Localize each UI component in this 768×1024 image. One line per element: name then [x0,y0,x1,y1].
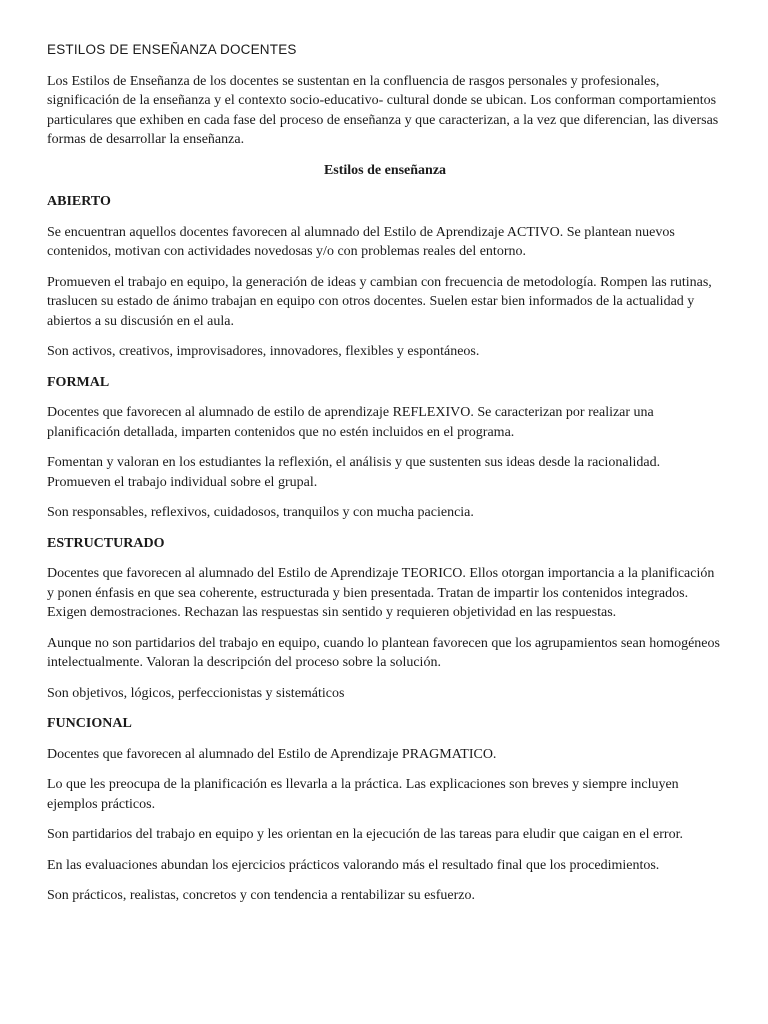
section-paragraph: Son responsables, reflexivos, cuidadosos, tranquilos y con mucha paciencia. [47,505,474,520]
section-heading: FORMAL [47,374,110,390]
intro-paragraph: Los Estilos de Enseñanza de los docentes se sustentan en la confluencia de rasgos personales y profesionales, significación de la enseñanza y el contexto socio-educativo- cultural donde se ubican. Los conforman comportamientos particulares que exhiben en cada fase del proceso de enseñanza y que caracterizan, a la vez que diferencian, las diversas formas de desarrollar la enseñanza. [47,73,719,147]
section-heading: ESTRUCTURADO [47,535,165,551]
section-paragraph: Promueven el trabajo en equipo, la generación de ideas y cambian con frecuencia de metodología. Rompen las rutinas, traslucen su estado de ánimo trabajan en equipo con otros docentes. Suelen estar bien informados de la actualidad y abiertos a su discusión en el aula. [47,274,712,329]
section-paragraph: Docentes que favorecen al alumnado del Estilo de Aprendizaje TEORICO. Ellos otorgan importancia a la planificación y ponen énfasis en que sea coherente, estructurada y bien presentada. Tratan de impartir los contenidos integrados. Exigen demostraciones. Rechazan las respuestas sin sentido y requieren objetividad en las respuestas. [47,566,715,620]
section-paragraph: Lo que les preocupa de la planificación es llevarla a la práctica. Las explicaciones son breves y siempre incluyen ejemplos prácticos. [47,777,679,812]
section-paragraph: Son prácticos, realistas, concretos y con tendencia a rentabilizar su esfuerzo. [47,888,475,903]
section-paragraph: Son activos, creativos, improvisadores, innovadores, flexibles y espontáneos. [47,344,480,359]
section-paragraph: Docentes que favorecen al alumnado del Estilo de Aprendizaje PRAGMATICO. [47,746,497,762]
section-subtitle: Estilos de enseñanza [323,162,447,178]
document-page [47,40,723,917]
section-heading: FUNCIONAL [47,716,132,731]
section-formal [47,373,723,523]
section-paragraph: Son partidarios del trabajo en equipo y les orientan en la ejecución de las tareas para eludir que caigan en el error. [47,827,683,842]
section-paragraph: Aunque no son partidarios del trabajo en equipo, cuando lo plantean favorecen que los agrupamientos sean homogéneos intelectualmente. Valoran la descripción del proceso sobre la solución. [47,635,720,670]
section-paragraph: Docentes que favorecen al alumnado de estilo de aprendizaje REFLEXIVO. Se caracterizan por realizar una planificación detallada, imparten contenidos que no estén incluidos en el programa. [47,405,654,440]
section-paragraph: En las evaluaciones abundan los ejercicios prácticos valorando más el resultado final que los procedimientos. [47,857,660,873]
section-heading: ABIERTO [47,194,111,209]
section-abierto [47,192,723,362]
document-title: ESTILOS DE ENSEÑANZA DOCENTES [47,42,297,57]
section-estructurado [47,534,723,704]
section-paragraph: Se encuentran aquellos docentes favorecen al alumnado del Estilo de Aprendizaje ACTIVO. Se plantean nuevos contenidos, motivan con actividades novedosas y/o con problemas reales del entorno. [47,224,675,259]
section-paragraph: Son objetivos, lógicos, perfeccionistas y sistemáticos [47,685,345,701]
section-paragraph: Fomentan y valoran en los estudiantes la reflexión, el análisis y que sustenten sus ideas desde la racionalidad. Promueven el trabajo individual sobre el grupal. [47,455,661,490]
section-funcional [47,714,723,906]
